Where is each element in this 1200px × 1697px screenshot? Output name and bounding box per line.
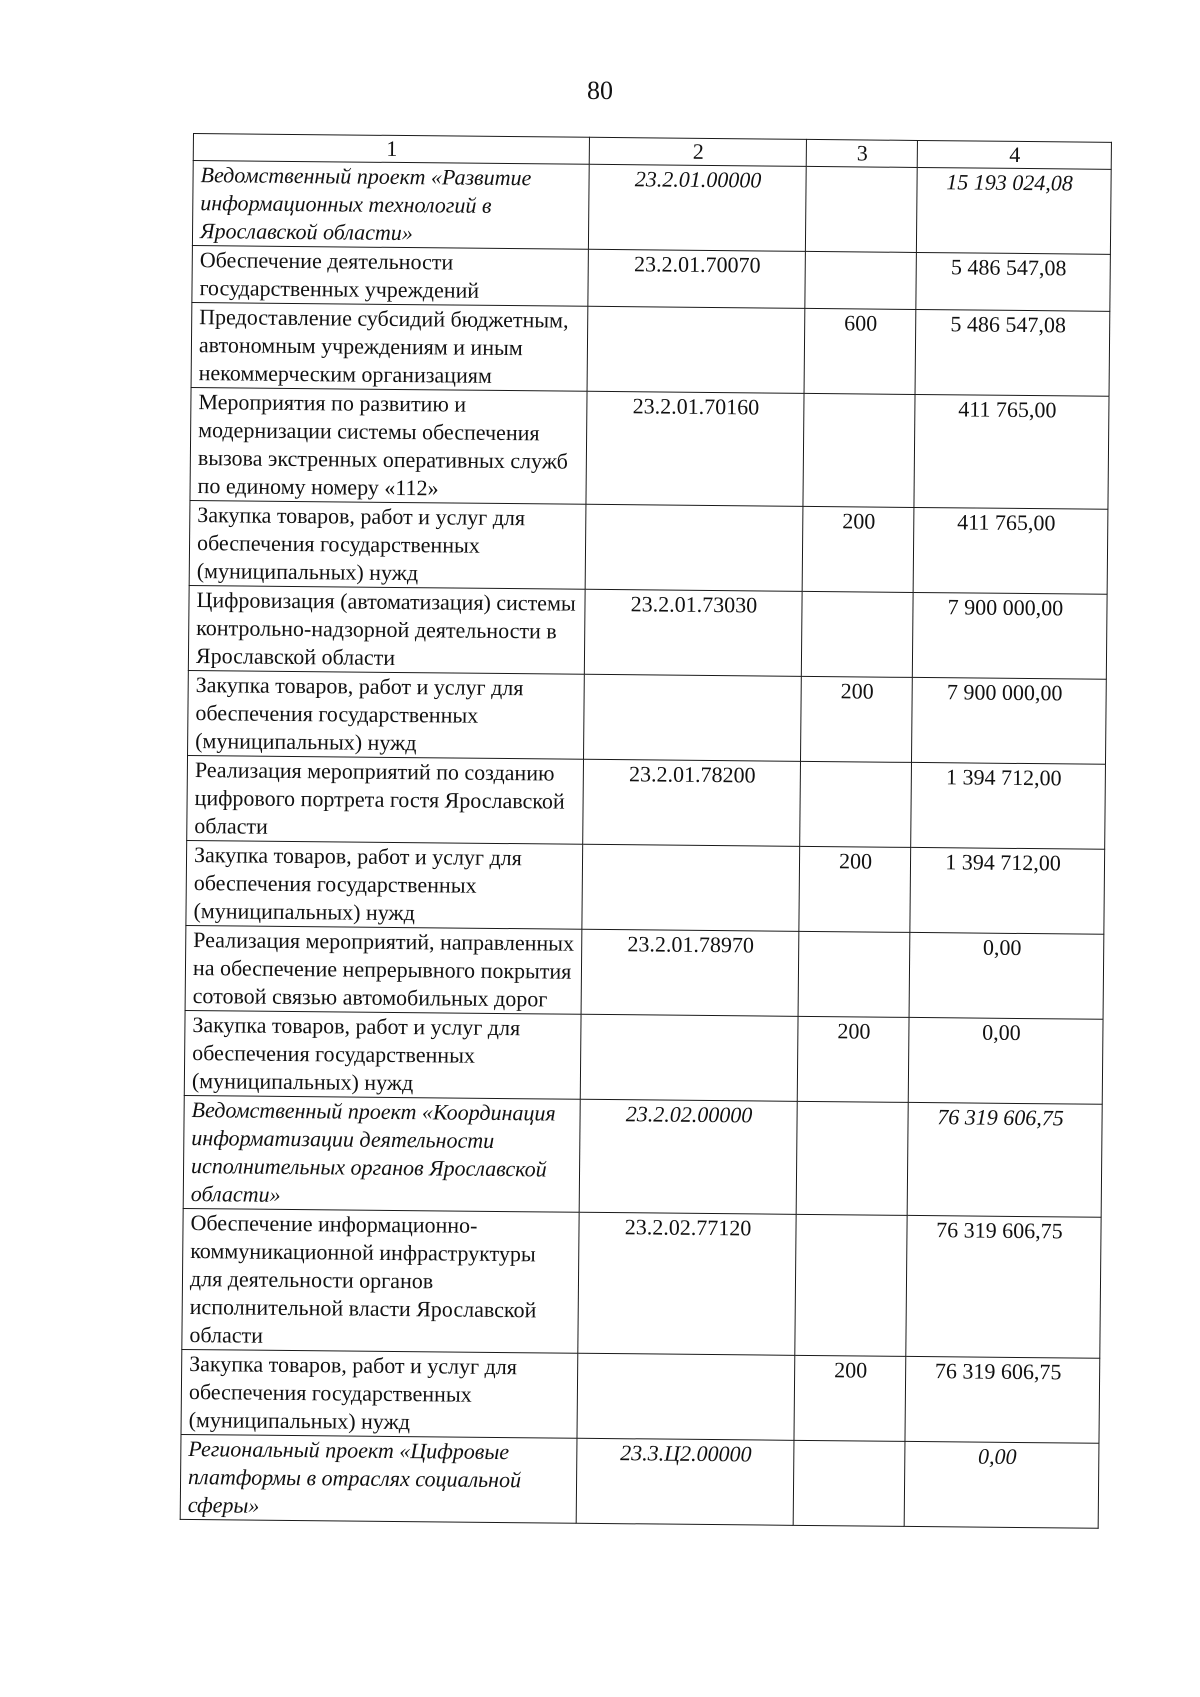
table-row — [187, 755, 1106, 849]
cell-name: Обеспечение деятельности государственных учреждений — [192, 245, 589, 306]
table-row — [192, 161, 1111, 255]
cell-name: Закупка товаров, работ и услуг для обеспечения государственных (муниципальных) нужд — [186, 840, 583, 929]
cell-amount: 76 319 606,75 — [907, 1102, 1102, 1217]
table-row — [181, 1349, 1100, 1443]
table-row — [191, 302, 1110, 396]
cell-code — [585, 504, 803, 591]
cell-code — [582, 844, 800, 931]
cell-name: Закупка товаров, работ и услуг для обеспечения государственных (муниципальных) нужд — [184, 1010, 581, 1099]
cell-name: Цифровизация (автоматизация) системы контрольно-надзорной деятельности в Ярославской области — [188, 585, 585, 674]
cell-code — [587, 306, 805, 393]
column-header-3: 3 — [806, 139, 917, 167]
cell-amount: 76 319 606,75 — [905, 1356, 1100, 1443]
cell-expense-type: 600 — [804, 308, 916, 394]
cell-amount: 0,00 — [904, 1441, 1099, 1528]
cell-expense-type: 200 — [797, 1016, 909, 1102]
table-row — [192, 245, 1111, 311]
cell-name: Ведомственный проект «Координация информатизации деятельности исполнительных органов Ярославской области» — [183, 1095, 580, 1212]
cell-code — [580, 1014, 798, 1101]
cell-name: Закупка товаров, работ и услуг для обеспечения государственных (муниципальных) нужд — [188, 670, 585, 759]
cell-code: 23.2.01.00000 — [588, 164, 806, 251]
cell-name: Региональный проект «Цифровые платформы в отраслях социальной сферы» — [180, 1434, 577, 1523]
table-row — [189, 500, 1108, 594]
cell-name: Мероприятия по развитию и модернизации системы обеспечения вызова экстренных оперативных служб по единому номеру «112» — [190, 387, 587, 504]
cell-name: Реализация мероприятий, направленных на обеспечение непрерывного покрытия сотовой связью автомобильных дорог — [185, 925, 582, 1014]
cell-name: Ведомственный проект «Развитие информационных технологий в Ярославской области» — [192, 161, 589, 250]
cell-expense-type — [803, 393, 915, 507]
cell-amount: 7 900 000,00 — [911, 677, 1106, 764]
table-row — [190, 387, 1109, 509]
cell-name: Закупка товаров, работ и услуг для обеспечения государственных (муниципальных) нужд — [181, 1349, 578, 1438]
table-row — [186, 840, 1105, 934]
cell-amount: 1 394 712,00 — [911, 762, 1106, 849]
cell-amount: 0,00 — [909, 932, 1104, 1019]
table-row — [182, 1208, 1101, 1358]
cell-name: Закупка товаров, работ и услуг для обеспечения государственных (муниципальных) нужд — [189, 500, 586, 589]
cell-expense-type: 200 — [800, 676, 912, 762]
cell-expense-type: 200 — [799, 846, 911, 932]
cell-amount: 5 486 547,08 — [916, 252, 1111, 311]
table-row — [180, 1434, 1099, 1528]
cell-code: 23.2.02.77120 — [578, 1212, 796, 1355]
cell-expense-type — [801, 591, 913, 677]
cell-expense-type — [795, 1214, 907, 1356]
cell-expense-type — [793, 1440, 905, 1526]
cell-code: 23.2.01.73030 — [584, 589, 802, 676]
cell-amount: 411 765,00 — [914, 394, 1109, 509]
cell-amount: 5 486 547,08 — [915, 309, 1110, 396]
cell-code: 23.2.02.00000 — [579, 1099, 797, 1214]
table-row — [183, 1095, 1102, 1217]
column-header-4: 4 — [917, 140, 1111, 169]
cell-code: 23.2.01.78200 — [583, 759, 801, 846]
budget-table — [180, 133, 1112, 1529]
cell-amount: 76 319 606,75 — [906, 1215, 1101, 1358]
table-row — [188, 670, 1107, 764]
table-row — [185, 925, 1104, 1019]
cell-expense-type — [800, 761, 912, 847]
table-row — [184, 1010, 1103, 1104]
cell-expense-type — [798, 931, 910, 1017]
cell-name: Обеспечение информационно-коммуникационной инфраструктуры для деятельности органов исполнительной власти Ярославской области — [182, 1208, 579, 1353]
cell-amount: 15 193 024,08 — [916, 167, 1111, 254]
cell-expense-type — [805, 166, 917, 252]
cell-expense-type: 200 — [794, 1355, 906, 1441]
cell-name: Предоставление субсидий бюджетным, автономным учреждениям и иным некоммерческим организациям — [191, 302, 588, 391]
cell-amount: 1 394 712,00 — [910, 847, 1105, 934]
cell-code: 23.2.01.70070 — [588, 249, 806, 308]
cell-code — [584, 674, 802, 761]
cell-expense-type — [805, 251, 917, 309]
column-header-1: 1 — [193, 134, 589, 165]
page-number: 80 — [587, 76, 613, 105]
cell-amount: 7 900 000,00 — [912, 592, 1107, 679]
cell-code: 23.3.Ц2.00000 — [576, 1438, 794, 1525]
cell-code — [577, 1353, 795, 1440]
column-header-2: 2 — [589, 137, 806, 166]
cell-amount: 0,00 — [908, 1017, 1103, 1104]
cell-code: 23.2.01.70160 — [586, 391, 804, 506]
table-row — [188, 585, 1107, 679]
cell-name: Реализация мероприятий по созданию цифрового портрета гостя Ярославской области — [187, 755, 584, 844]
cell-amount: 411 765,00 — [913, 507, 1108, 594]
cell-expense-type: 200 — [802, 506, 914, 592]
cell-expense-type — [796, 1101, 908, 1215]
cell-code: 23.2.01.78970 — [581, 929, 799, 1016]
